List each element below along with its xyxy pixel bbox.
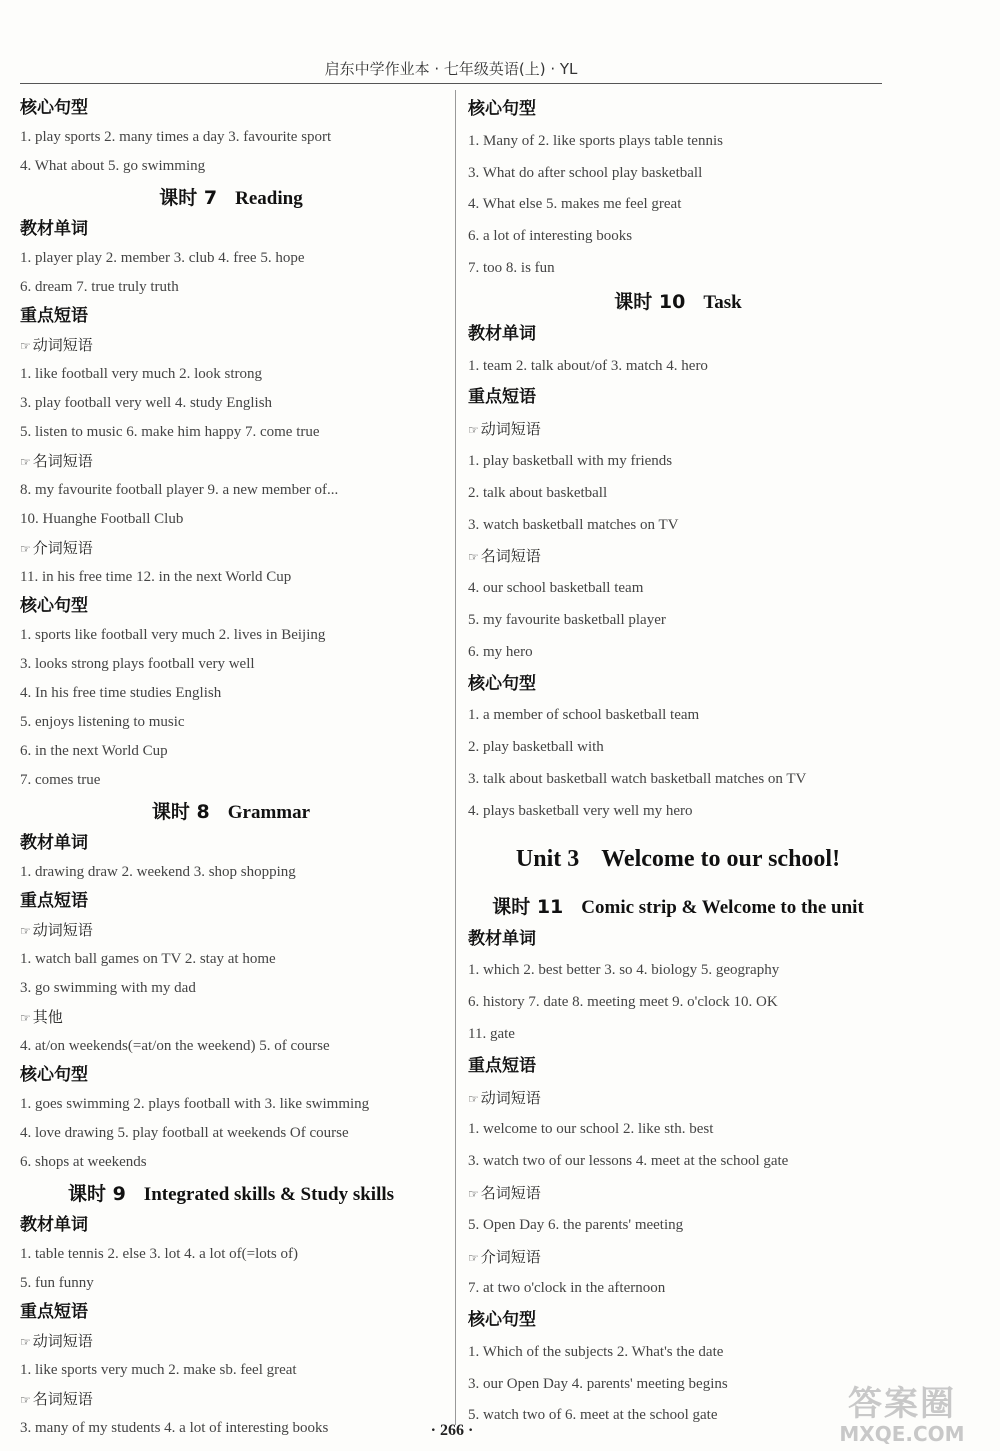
subheading [20,331,442,360]
answer-line: 5. enjoys listening to music [20,714,185,730]
lesson-7-title [20,181,442,215]
subheading-label: 名词短语 [32,1390,93,1408]
lesson-10-title [468,285,888,319]
section-heading: 教材单词 [20,833,88,853]
subheading [20,534,442,563]
pointing-hand-icon: ☞ [20,339,31,353]
answer-line: 4. at/on weekends(=at/on the weekend) 5. of course [20,1038,330,1054]
lesson-name: Reading [235,188,303,209]
answer-line: 3. What do after school play basketball [468,164,703,181]
section-heading: 核心句型 [468,673,536,694]
answer-line: 1. welcome to our school 2. like sth. best [468,1121,714,1138]
pointing-hand-icon: ☞ [20,455,31,469]
column-divider [455,90,456,1425]
answer-line: 3. play football very well 4. study English [20,395,273,411]
lesson-name: Task [703,291,742,313]
section-heading: 教材单词 [20,1215,88,1235]
answer-line: 1. like sports very much 2. make sb. feel great [20,1362,297,1378]
answer-line: 3. watch two of our lessons 4. meet at the school gate [468,1153,789,1170]
right-column [468,94,888,1424]
answer-line: 1. play sports 2. many times a day 3. favourite sport [20,129,332,145]
answer-line: 10. Huanghe Football Club [20,511,184,527]
subheading [20,1003,442,1032]
pointing-hand-icon: ☞ [468,1186,479,1201]
pointing-hand-icon: ☞ [20,1335,31,1349]
subheading-label: 名词短语 [32,452,93,470]
answer-line: 6. in the next World Cup [20,743,168,759]
subheading-label: 介词短语 [480,1247,541,1266]
subheading-label: 介词短语 [32,539,93,557]
answer-line: 1. team 2. talk about/of 3. match 4. hero [468,357,708,374]
answer-line: 6. history 7. date 8. meeting meet 9. o'clock 10. OK [468,994,778,1011]
section-heading: 核心句型 [468,99,536,119]
answer-line: 1. watch ball games on TV 2. stay at home [20,951,276,967]
subheading [20,1327,442,1356]
section-heading: 核心句型 [468,1310,536,1331]
answer-line: 1. table tennis 2. else 3. lot 4. a lot of(=lots of) [20,1246,298,1262]
unit-name: Welcome to our school! [601,845,841,872]
answer-line: 1. which 2. best better 3. so 4. biology 5. geography [468,962,780,979]
answer-line: 3. many of my students 4. a lot of interesting books [20,1420,329,1436]
answer-line: 5. Open Day 6. the parents' meeting [468,1216,684,1233]
pointing-hand-icon: ☞ [20,1393,31,1407]
pointing-hand-icon: ☞ [468,1091,479,1106]
answer-line: 2. talk about basketball [468,484,608,501]
answer-line: 1. goes swimming 2. plays football with 3. like swimming [20,1096,370,1112]
section-heading: 教材单词 [20,219,88,239]
subheading-label: 动词短语 [32,921,93,939]
answer-line: 4. In his free time studies English [20,685,222,701]
section-heading: 核心句型 [20,596,88,616]
section-heading: 重点短语 [468,387,536,408]
section-heading: 核心句型 [20,1065,88,1085]
pointing-hand-icon: ☞ [20,924,31,938]
answer-line: 1. Many of 2. like sports plays table tennis [468,132,723,149]
lesson-number: 课时 8 [151,801,210,823]
section-heading: 重点短语 [20,891,88,911]
subheading [468,1083,888,1115]
answer-line: 4. What about 5. go swimming [20,158,206,174]
answer-line: 1. Which of the subjects 2. What's the date [468,1343,724,1360]
subheading [468,541,888,573]
subheading [468,1178,888,1210]
answer-line: 11. gate [468,1025,515,1042]
subheading [20,916,442,945]
subheading [468,1242,888,1274]
left-column [20,94,442,1436]
answer-line: 4. love drawing 5. play football at weekends Of course [20,1125,349,1141]
answer-line: 1. a member of school basketball team [468,707,700,724]
answer-line: 8. my favourite football player 9. a new member of... [20,482,339,498]
watermark-url: MXQE.COM [839,1422,965,1446]
page-header: 启东中学作业本 · 七年级英语(上) · YL [20,58,882,84]
answer-line: 3. watch basketball matches on TV [468,516,679,533]
subheading-label: 动词短语 [32,1332,93,1350]
answer-line: 7. at two o'clock in the afternoon [468,1280,666,1297]
answer-line: 4. What else 5. makes me feel great [468,196,682,213]
lesson-number: 课时 9 [67,1183,126,1205]
unit-title [468,828,888,890]
answer-line: 3. looks strong plays football very well [20,656,255,672]
subheading-label: 动词短语 [480,1088,541,1107]
pointing-hand-icon: ☞ [20,542,31,556]
subheading-label: 动词短语 [480,420,541,439]
lesson-name: Grammar [227,802,311,823]
watermark-logo-text: 答案圈 [848,1384,956,1424]
answer-line: 5. my favourite basketball player [468,611,666,628]
section-heading: 教材单词 [468,323,536,344]
page-number: · 266 · [430,1422,474,1439]
answer-line: 5. fun funny [20,1275,94,1291]
answer-line: 11. in his free time 12. in the next World Cup [20,569,292,585]
answer-line: 5. listen to music 6. make him happy 7. come true [20,424,320,440]
answer-line: 4. our school basketball team [468,580,644,597]
answer-line: 3. go swimming with my dad [20,980,196,996]
lesson-11-title [468,890,888,924]
subheading-label: 名词短语 [480,547,541,566]
unit-number: Unit 3 [515,845,580,872]
answer-line: 1. like football very much 2. look strong [20,366,263,382]
pointing-hand-icon: ☞ [20,1011,31,1025]
answer-line: 1. player play 2. member 3. club 4. free 5. hope [20,250,305,266]
answer-line: 7. too 8. is fun [468,259,555,276]
answer-line: 7. comes true [20,772,101,788]
answer-line: 6. my hero [468,643,533,660]
answer-line: 3. talk about basketball watch basketball matches on TV [468,770,807,787]
lesson-8-title [20,795,442,829]
section-heading: 重点短语 [20,1302,88,1322]
subheading [20,1385,442,1414]
answer-line: 1. drawing draw 2. weekend 3. shop shopping [20,864,296,880]
lesson-9-title [20,1177,442,1211]
subheading-label: 动词短语 [32,336,93,354]
answer-line: 3. our Open Day 4. parents' meeting begins [468,1375,728,1392]
answer-line: 2. play basketball with [468,739,604,756]
section-heading: 核心句型 [20,98,88,118]
lesson-number: 课时 7 [159,187,218,209]
pointing-hand-icon: ☞ [468,550,479,565]
section-heading: 教材单词 [468,928,536,949]
answer-line: 1. sports like football very much 2. lives in Beijing [20,627,326,643]
subheading-label: 其他 [32,1008,63,1026]
lesson-number: 课时 10 [614,290,686,313]
section-heading: 重点短语 [468,1055,536,1076]
lesson-name: Integrated skills & Study skills [143,1184,395,1205]
site-watermark [822,1385,982,1445]
answer-line: 6. dream 7. true truly truth [20,279,179,295]
lesson-name: Comic strip & Welcome to the unit [581,896,864,918]
pointing-hand-icon: ☞ [468,1250,479,1265]
answer-line: 4. plays basketball very well my hero [468,802,693,819]
section-heading: 重点短语 [20,306,88,326]
answer-line: 6. a lot of interesting books [468,228,633,245]
subheading-label: 名词短语 [480,1183,541,1202]
lesson-number: 课时 11 [492,895,564,918]
subheading [20,447,442,476]
subheading [468,414,888,446]
answer-line: 1. play basketball with my friends [468,452,673,469]
answer-line: 6. shops at weekends [20,1154,147,1170]
pointing-hand-icon: ☞ [468,423,479,438]
answer-line: 5. watch two of 6. meet at the school gate [468,1407,718,1424]
